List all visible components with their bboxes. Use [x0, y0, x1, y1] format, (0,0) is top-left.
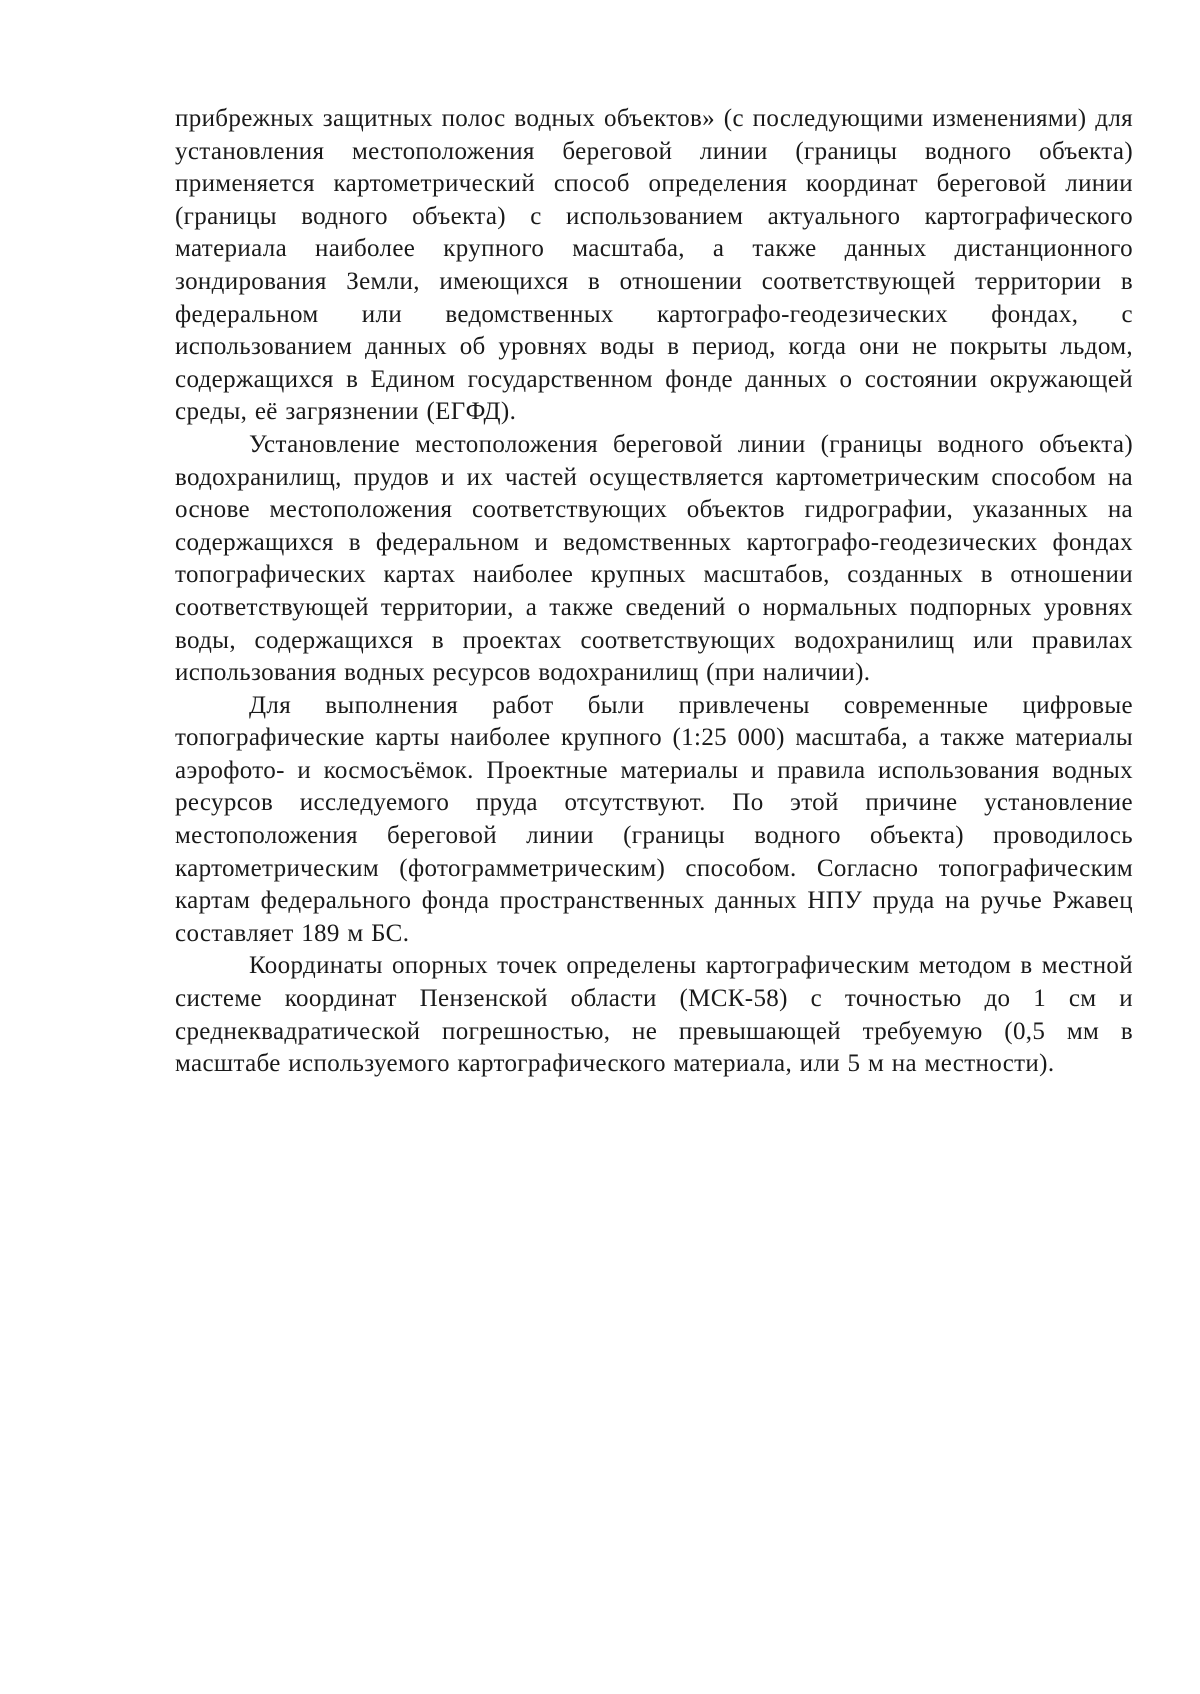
- paragraph-continued: прибрежных защитных полос водных объектов» (с последующими изменениями) для установления местоположения береговой линии (границы водного объекта) применяется картометрический способ определения координат береговой линии (границы водного объекта) с использованием актуального картографического материала наиболее крупного масштаба, а также данных дистанционного зондирования Земли, имеющихся в отношении соответствующей территории в федеральном или ведомственных картографо-геодезических фондах, с использованием данных об уровнях воды в период, когда они не покрыты льдом, содержащихся в Едином государственном фонде данных о состоянии окружающей среды, её загрязнении (ЕГФД).: [175, 105, 1133, 426]
- paragraph-work-materials: Для выполнения работ были привлечены современные цифровые топографические карты наиболее крупного (1:25 000) масштаба, а также материалы аэрофото- и космосъёмок. Проектные материалы и правила использования водных ресурсов исследуемого пруда отсутствуют. По этой причине установление местоположения береговой линии (границы водного объекта) проводилось картометрическим (фотограмметрическим) способом. Согласно топографическим картам федерального фонда пространственных данных НПУ пруда на ручье Ржавец составляет 189 м БС.: [175, 691, 1133, 947]
- body-text: [175, 103, 1133, 1081]
- paragraph-shoreline-establishment: Установление местоположения береговой линии (границы водного объекта) водохранилищ, прудов и их частей осуществляется картометрическим способом на основе местоположения соответствующих объектов гидрографии, указанных на содержащихся в федеральном и ведомственных картографо-геодезических фондах топографических картах наиболее крупных масштабов, созданных в отношении соответствующей территории, а также сведений о нормальных подпорных уровнях воды, содержащихся в проектах соответствующих водохранилищ или правилах использования водных ресурсов водохранилищ (при наличии).: [175, 430, 1133, 687]
- paragraph-reference-points: Координаты опорных точек определены картографическим методом в местной системе координат Пензенской области (МСК-58) с точностью до 1 см и среднеквадратической погрешностью, не превышающей требуемую (0,5 мм в масштабе используемого картографического материала, или 5 м на местности).: [175, 952, 1133, 1078]
